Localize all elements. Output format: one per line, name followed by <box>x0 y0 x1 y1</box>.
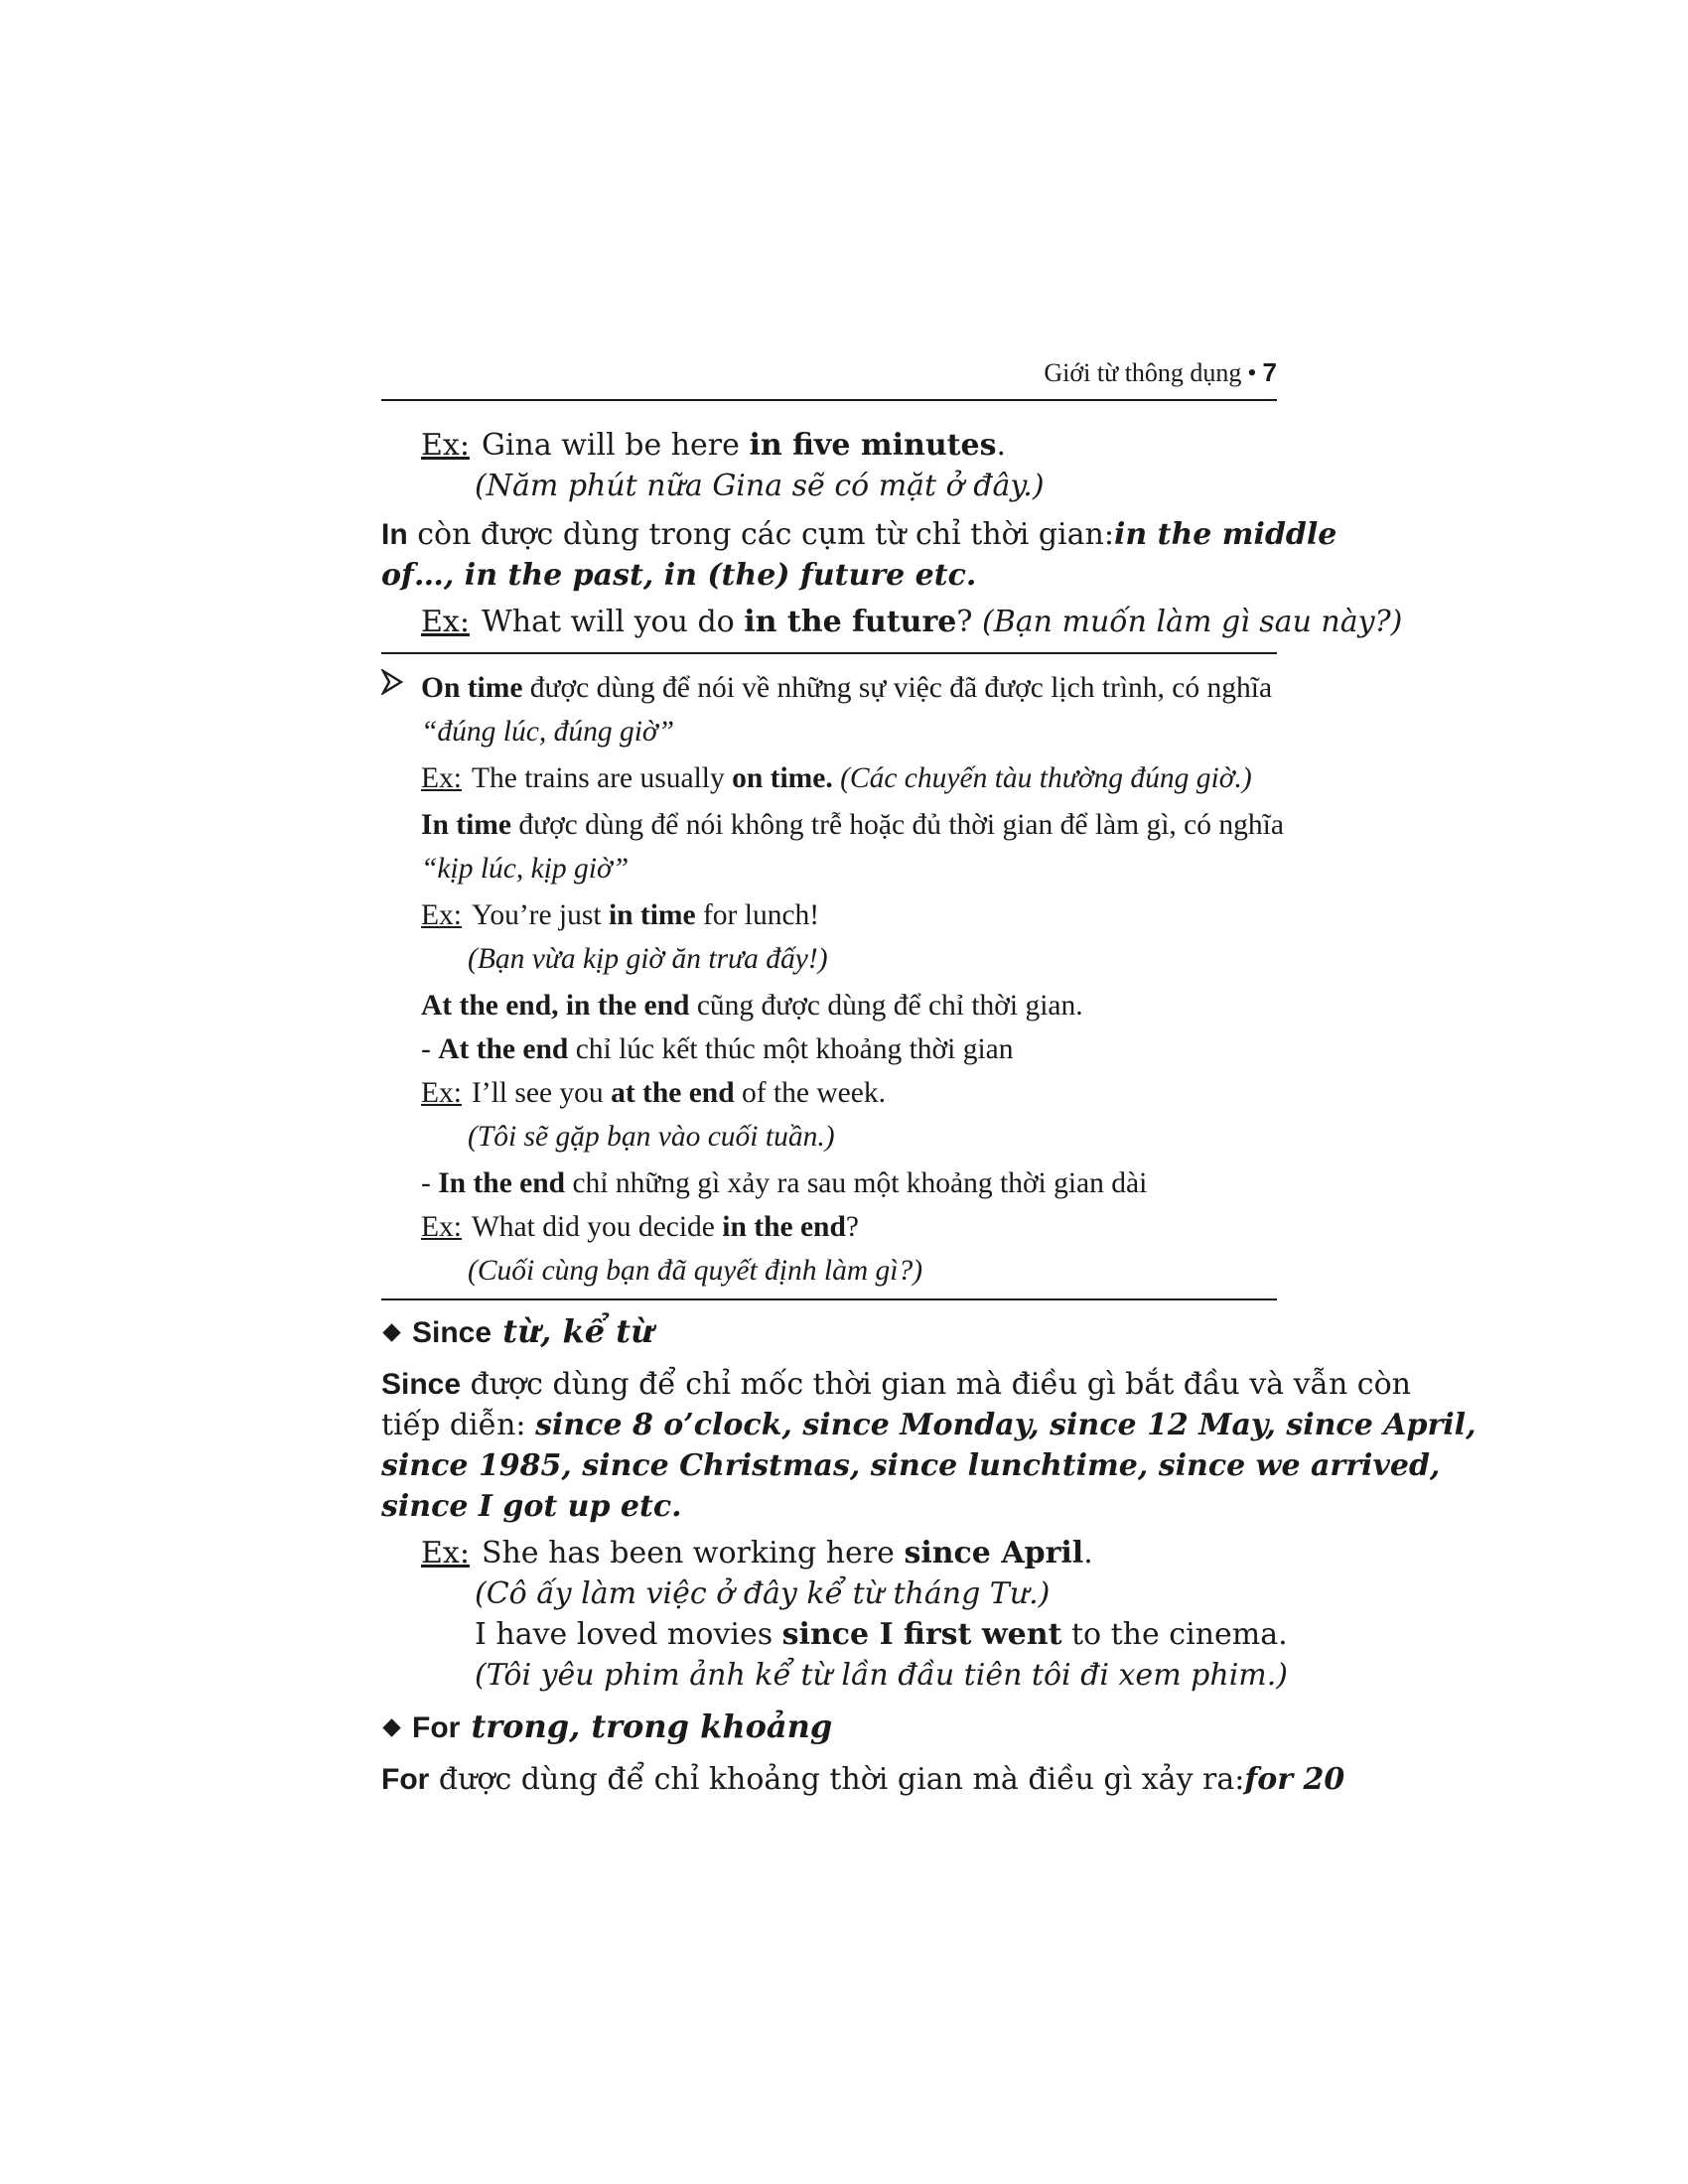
note-line: - In the end chỉ những gì xảy ra sau một khoảng thời gian dài <box>421 1167 1148 1199</box>
translation-line: (Bạn vừa kịp giờ ăn trưa đấy!) <box>468 943 828 975</box>
example-label: Ex: <box>421 428 470 463</box>
example-label: Ex: <box>421 1211 462 1243</box>
example-line: I have loved movies since I first went to the cinema. <box>475 1617 1288 1652</box>
translation-line: (Năm phút nữa Gina sẽ có mặt ở đây.) <box>475 469 1045 503</box>
note-box <box>381 666 1284 1293</box>
example-label: Ex: <box>421 605 470 639</box>
translation-line: (Cuối cùng bạn đã quyết định làm gì?) <box>468 1255 923 1287</box>
arrow-bullet-icon <box>381 669 403 695</box>
diamond-bullet-icon <box>382 1718 400 1736</box>
section-heading-for: For trong, trong khoảng <box>381 1704 1277 1751</box>
diamond-bullet-icon <box>382 1323 400 1341</box>
running-header <box>381 357 1277 401</box>
paragraph-line: since I got up etc. <box>381 1489 682 1524</box>
paragraph-line: of…, in the past, in (the) future etc. <box>381 558 977 593</box>
note-line: - At the end chỉ lúc kết thúc một khoảng thời gian <box>421 1033 1014 1065</box>
paragraph-line: In còn được dùng trong các cụm từ chỉ thời gian: in the middle <box>381 517 1337 552</box>
example-line: Ex: I’ll see you at the end of the week. <box>421 1077 886 1109</box>
section-heading-since: Since từ, kể từ <box>381 1308 1277 1356</box>
translation-line: (Cô ấy làm việc ở đây kể từ tháng Tư.) <box>475 1576 1051 1611</box>
example-line: Ex: What will you do in the future? (Bạn muốn làm gì sau này?) <box>421 605 1403 639</box>
example-label: Ex: <box>421 899 462 931</box>
example-label: Ex: <box>421 1077 462 1109</box>
note-line: “kịp lúc, kịp giờ” <box>421 853 630 885</box>
example-line: Ex: Gina will be here in five minutes. <box>421 428 1007 463</box>
note-line: In time được dùng để nói không trễ hoặc đủ thời gian để làm gì, có nghĩa <box>421 809 1284 841</box>
example-line: Ex: What did you decide in the end? <box>421 1211 859 1243</box>
paragraph-line: tiếp diễn: since 8 o’clock, since Monday, since 12 May, since April, <box>381 1408 1477 1442</box>
note-line: “đúng lúc, đúng giờ” <box>421 716 675 748</box>
example-label: Ex: <box>421 762 462 794</box>
chapter-title: Giới từ thông dụng <box>1044 358 1242 387</box>
note-line: At the end, in the end cũng được dùng để chỉ thời gian. <box>421 990 1083 1022</box>
example-line: Ex: The trains are usually on time. (Các chuyến tàu thường đúng giờ.) <box>421 762 1252 794</box>
box-bottom-rule <box>381 1298 1277 1300</box>
paragraph-line: For được dùng để chỉ khoảng thời gian mà điều gì xảy ra: for 20 <box>381 1762 1345 1797</box>
example-line: Ex: You’re just in time for lunch! <box>421 899 820 931</box>
example-line: Ex: She has been working here since April. <box>421 1536 1093 1570</box>
translation-line: (Tôi sẽ gặp bạn vào cuối tuần.) <box>468 1121 835 1153</box>
example-label: Ex: <box>421 1536 470 1570</box>
page-number: 7 <box>1262 357 1277 387</box>
header-bullet: • <box>1247 358 1257 387</box>
paragraph-line: since 1985, since Christmas, since lunchtime, since we arrived, <box>381 1448 1441 1483</box>
box-top-rule <box>381 652 1277 654</box>
page-body <box>381 425 1477 1800</box>
translation-line: (Tôi yêu phim ảnh kể từ lần đầu tiên tôi đi xem phim.) <box>475 1658 1288 1693</box>
paragraph-line: Since được dùng để chỉ mốc thời gian mà điều gì bắt đầu và vẫn còn <box>381 1367 1411 1402</box>
note-line: On time được dùng để nói về những sự việc đã được lịch trình, có nghĩa <box>381 666 1277 710</box>
